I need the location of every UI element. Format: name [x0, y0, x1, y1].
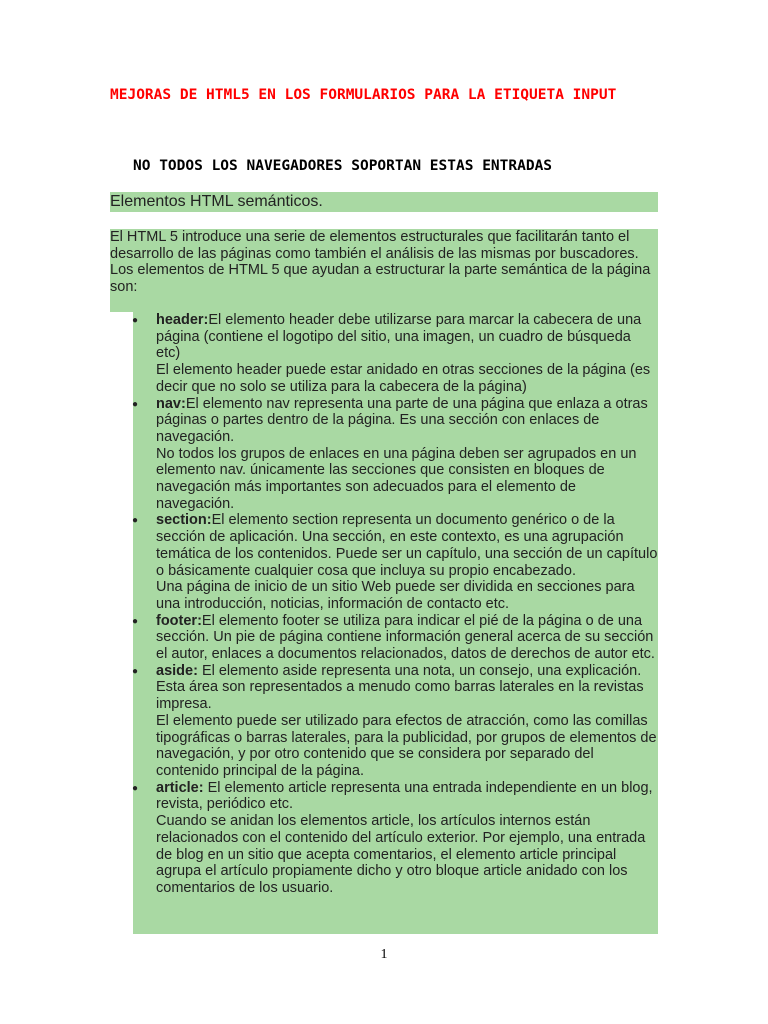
list-item-article [131, 779, 658, 897]
element-term: nav: [156, 395, 186, 412]
element-extra: El elemento header puede estar anidado en otras secciones de la página (es decir que no solo se utiliza para la cabecera de la página) [156, 362, 651, 395]
browser-support-note: NO TODOS LOS NAVEGADORES SOPORTAN ESTAS ENTRADAS [133, 158, 553, 174]
element-description [156, 396, 658, 446]
element-term: header: [156, 312, 209, 328]
element-extra: El elemento puede ser utilizado para efectos de atracción, como las comillas tipográficas o barras laterales, para la publicidad, por grupos de elementos de navegación, y por otro contenido que se considera por separado del contenido principal de la página. [156, 712, 657, 779]
bullet-icon: ● [131, 398, 139, 410]
element-text: El elemento nav representa una parte de una página que enlaza a otras páginas o partes dentro de la página. Es una sección con enlaces de navegación. [156, 395, 648, 445]
bullet-icon: ● [131, 315, 139, 326]
list-item-section [131, 512, 658, 612]
intro-block [110, 229, 658, 312]
list-item-aside [131, 662, 658, 780]
element-extra: Cuando se anidan los elementos article, los artículos internos están relacionados con el contenido del artículo exterior. Por ejemplo, una entrada de blog en un sitio que acepta comentarios, el elemento article principal agrupa el artículo propiamente dicho y otro bloque article anidado con los comentarios de los usuario. [156, 813, 646, 896]
element-extra: Una página de inicio de un sitio Web puede ser dividida en secciones para una introducción, noticias, información de contacto etc. [156, 579, 635, 612]
element-description [156, 663, 658, 713]
bullet-icon: ● [131, 665, 139, 677]
list-item-footer [131, 612, 658, 663]
element-term: aside: [156, 662, 198, 679]
bullet-icon: ● [131, 515, 139, 527]
element-text: El elemento article representa una entrada independiente en un blog, revista, periódico etc. [156, 779, 653, 813]
element-description [156, 613, 658, 663]
element-term: section: [156, 512, 212, 529]
bullet-icon: ● [131, 782, 139, 794]
element-term: footer: [156, 612, 202, 629]
semantic-elements-block [133, 312, 658, 934]
main-title: MEJORAS DE HTML5 EN LOS FORMULARIOS PARA LA ETIQUETA INPUT [110, 87, 617, 103]
page-number: 1 [380, 947, 388, 962]
element-text: El elemento footer se utiliza para indicar el pié de la página o de una sección. Un pie de página contiene información general acerca de su sección el autor, enlaces a documentos relacionados, datos de derechos de autor etc. [156, 612, 655, 663]
element-extra: No todos los grupos de enlaces en una página deben ser agrupados en un elemento nav. únicamente las secciones que consisten en bloques de navegación más importantes son adecuados para el elemento de navegación. [156, 445, 637, 512]
element-description [156, 780, 658, 813]
element-description [156, 512, 658, 579]
element-text: El elemento header debe utilizarse para marcar la cabecera de una página (contiene el logotipo del sitio, una imagen, un cuadro de búsqueda etc) [156, 312, 642, 362]
list-item-header [131, 312, 658, 396]
semantic-elements-list [131, 312, 658, 897]
element-text: El elemento section representa un documento genérico o de la sección de aplicación. Una sección, en este contexto, es una agrupación temática de los contenidos. Puede ser un capítulo, una sección de un capítulo o básicamente cualquier cosa que incluya su propio encabezado. [156, 512, 658, 579]
section-heading: Elementos HTML semánticos. [110, 192, 658, 212]
list-item-nav [131, 395, 658, 513]
element-description [156, 312, 658, 362]
element-term: article: [156, 779, 204, 796]
intro-paragraph: El HTML 5 introduce una serie de elementos estructurales que facilitarán tanto el desarrollo de las páginas como también el análisis de las mismas por buscadores. [110, 229, 639, 262]
bullet-icon: ● [131, 615, 139, 627]
element-text: El elemento aside representa una nota, un consejo, una explicación. Esta área son representados a menudo como barras laterales en la revistas impresa. [156, 662, 644, 713]
intro-paragraph: Los elementos de HTML 5 que ayudan a estructurar la parte semántica de la página son: [110, 262, 651, 296]
